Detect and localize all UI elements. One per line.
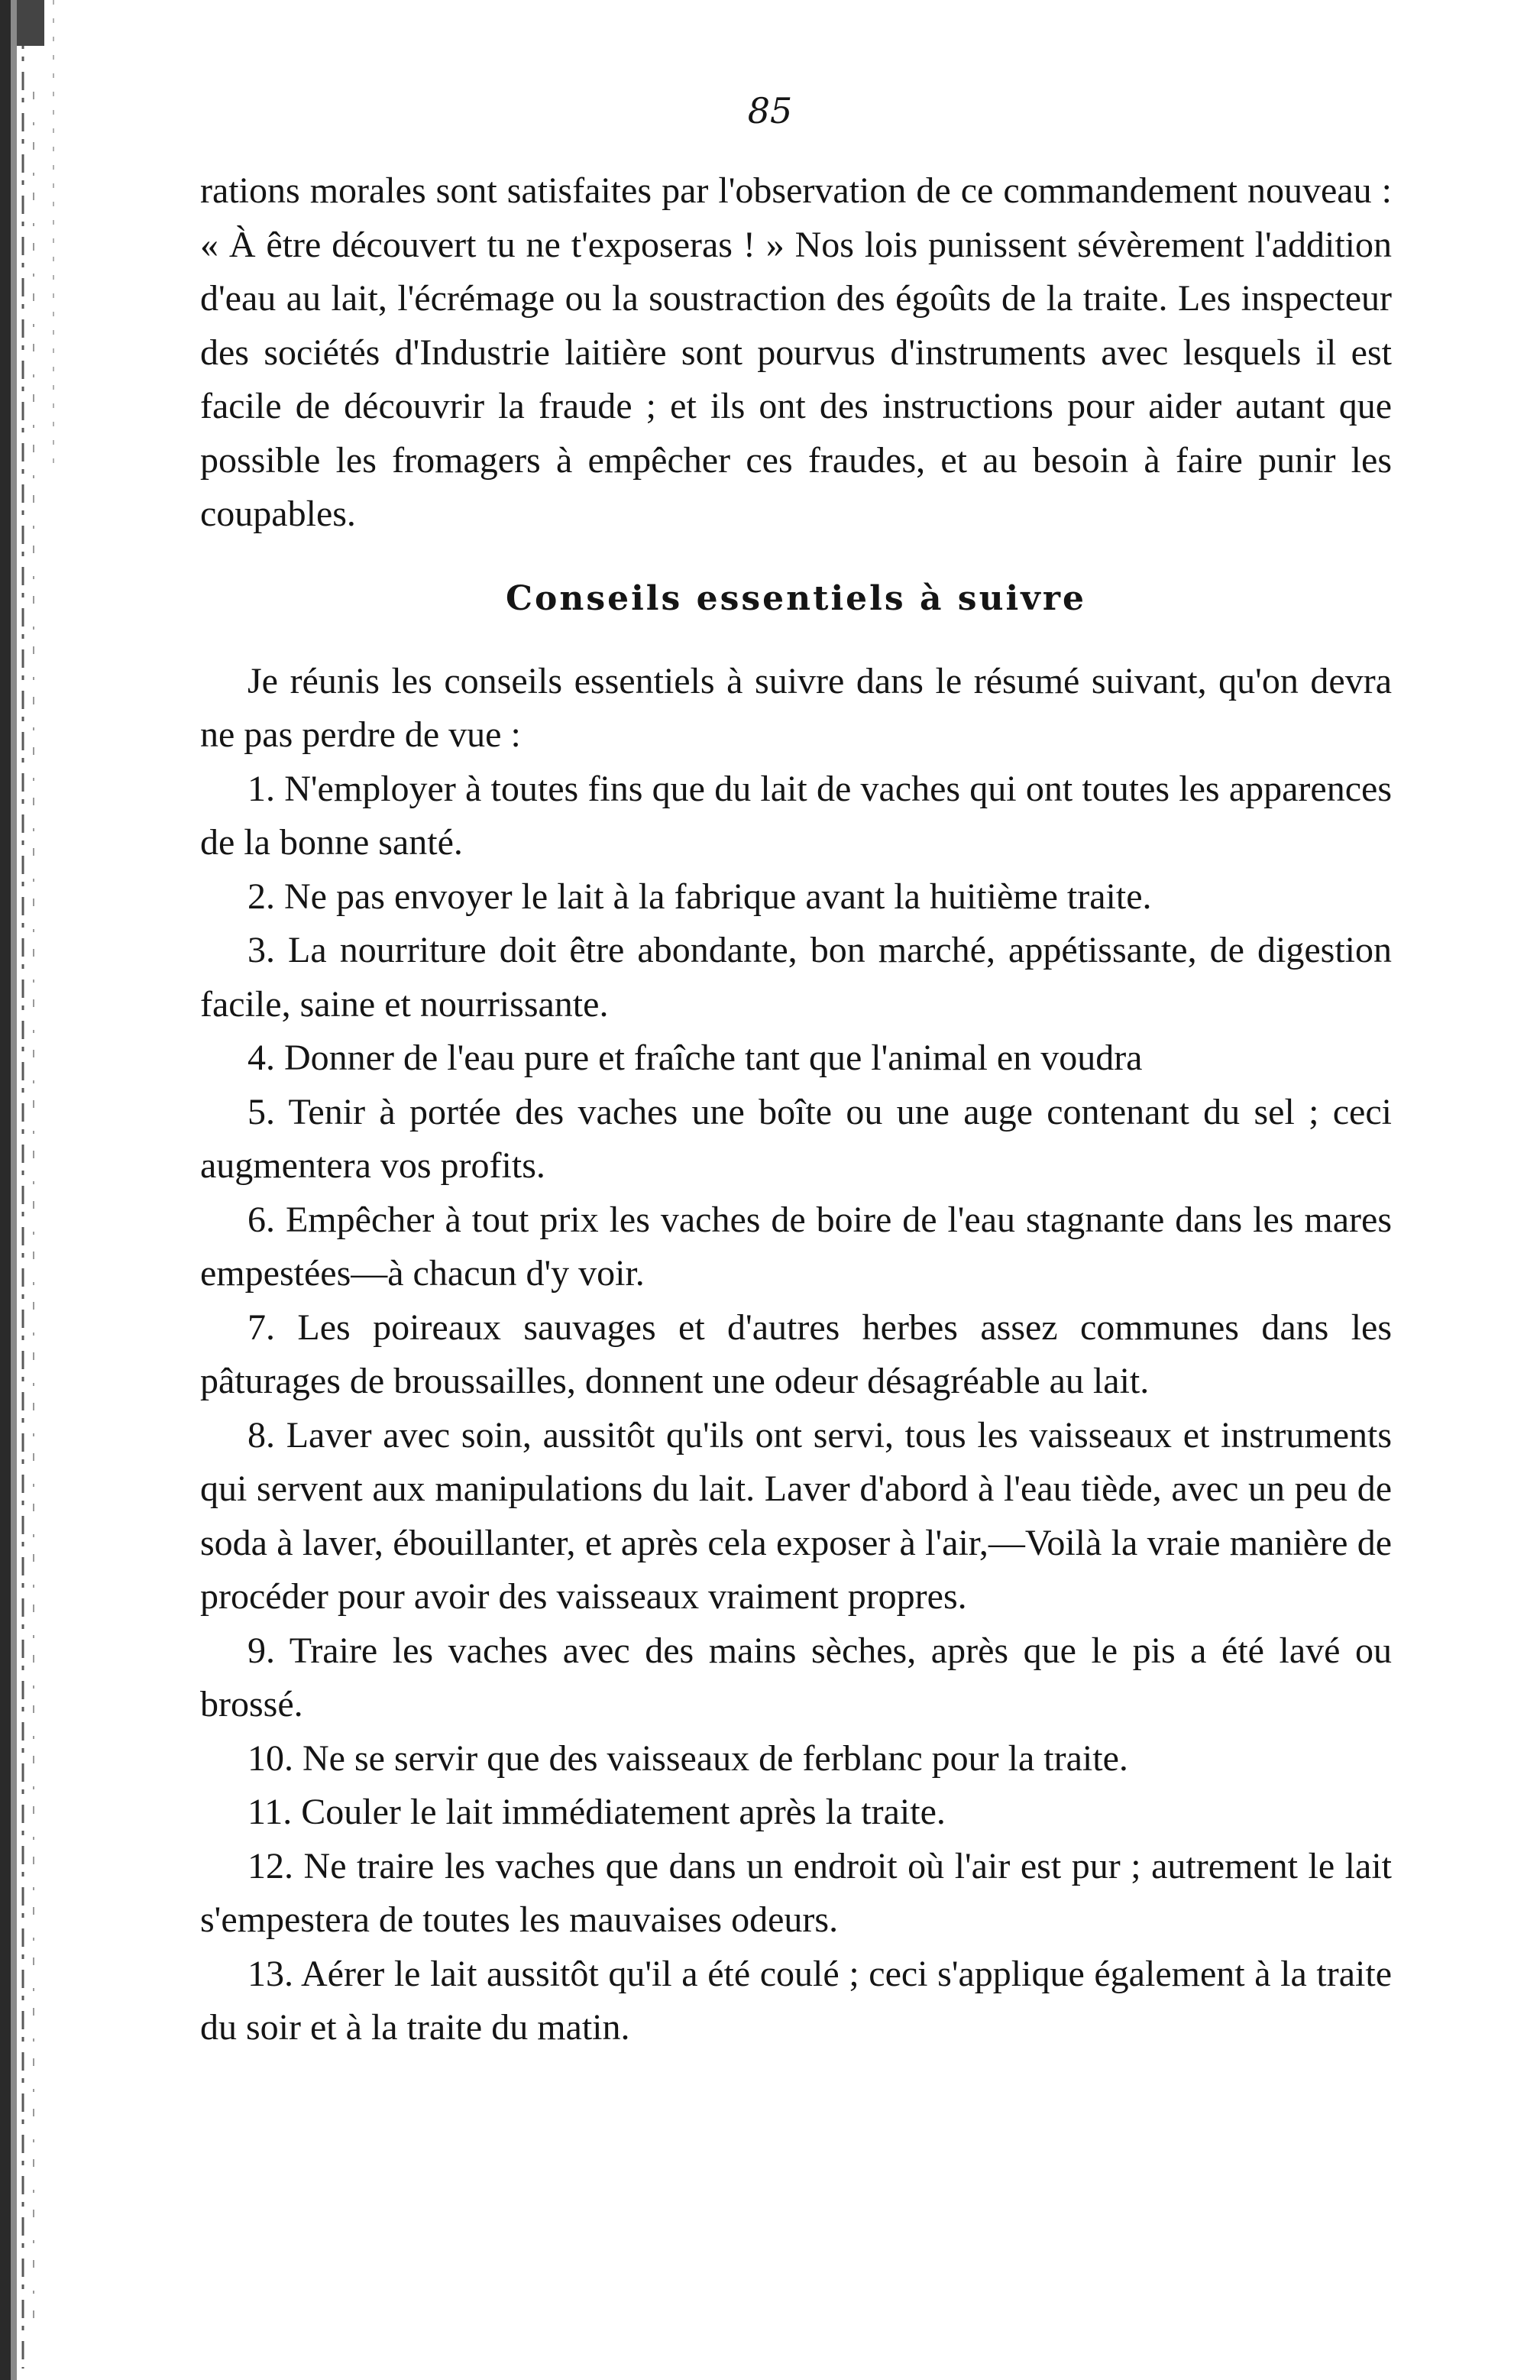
list-item <box>200 1409 1392 1624</box>
item-text: Ne se servir que des vaisseaux de ferblanc pour la traite. <box>302 1737 1128 1779</box>
section-heading: Conseils essentiels à suivre <box>505 578 1087 618</box>
advice-list <box>200 763 1392 2055</box>
list-item <box>200 1031 1392 1086</box>
page-number: 85 <box>747 90 793 131</box>
list-item <box>200 1624 1392 1732</box>
list-item <box>200 763 1392 870</box>
item-number: 8. <box>247 1414 275 1456</box>
item-text: Empêcher à tout prix les vaches de boire de l'eau stagnante dans les mares empestées—à chacun d'y voir. <box>200 1199 1393 1294</box>
item-number: 1. <box>247 768 275 809</box>
item-number: 10. <box>247 1737 293 1779</box>
item-text: Ne traire les vaches que dans un endroit où l'air est pur ; autrement le lait s'empestera de toutes les mauvaises odeurs. <box>200 1845 1392 1940</box>
opening-paragraph: rations morales sont satisfaites par l'observation de ce commandement nouveau : « À être découvert tu ne t'exposeras ! » Nos lois punissent sévèrement l'addition d'eau au lait, l'écrémage ou la soustraction des égoûts de la traite. Les inspecteur des sociétés d'Industrie laitière sont pourvus d'instruments avec lesquels il est facile de découvrir la fraude ; et ils ont des instructions pour aider autant que possible les fromagers à empêcher ces fraudes, et au besoin à faire punir les coupables. <box>200 170 1392 534</box>
item-number: 2. <box>247 876 275 917</box>
item-number: 12. <box>247 1845 293 1886</box>
item-text: Aérer le lait aussitôt qu'il a été coulé ; ceci s'applique également à la traite du soir et à la traite du matin. <box>200 1953 1392 2048</box>
item-text: Donner de l'eau pure et fraîche tant que l'animal en voudra <box>284 1038 1143 1078</box>
item-text: Traire les vaches avec des mains sèches, après que le pis a été lavé ou brossé. <box>200 1630 1393 1724</box>
item-text: N'employer à toutes fins que du lait de vaches qui ont toutes les apparences de la bonne santé. <box>200 768 1393 863</box>
item-text: Laver avec soin, aussitôt qu'ils ont servi, tous les vaisseaux et instruments qui servent aux manipulations du lait. Laver d'abord à l'eau tiède, avec un peu de soda à laver, ébouillanter, et après cela exposer à l'air,—Voilà la vraie manière de procéder pour avoir des vaisseaux vraiment propres. <box>200 1414 1393 1617</box>
intro-paragraph: Je réunis les conseils essentiels à suivre dans le résumé suivant, qu'on devra ne pas perdre de vue : <box>200 660 1392 755</box>
item-number: 13. <box>247 1953 293 1994</box>
item-number: 5. <box>247 1091 275 1132</box>
list-item <box>200 1732 1392 1786</box>
item-text: La nourriture doit être abondante, bon marché, appétissante, de digestion facile, saine et nourrissante. <box>200 930 1392 1025</box>
item-number: 4. <box>247 1038 275 1078</box>
item-number: 11. <box>247 1792 293 1832</box>
item-text: Ne pas envoyer le lait à la fabrique avant la huitième traite. <box>284 876 1152 917</box>
item-text: Les poireaux sauvages et d'autres herbes assez communes dans les pâturages de broussailles, donnent une odeur désagréable au lait. <box>200 1307 1393 1401</box>
list-item <box>200 1948 1392 2055</box>
list-item <box>200 1086 1392 1193</box>
binding-edge <box>0 0 84 2380</box>
item-text: Tenir à portée des vaches une boîte ou une auge contenant du sel ; ceci augmentera vos profits. <box>200 1091 1392 1186</box>
list-item <box>200 924 1392 1031</box>
item-text: Couler le lait immédiatement après la traite. <box>301 1792 946 1832</box>
item-number: 6. <box>247 1199 275 1240</box>
list-item <box>200 1786 1392 1840</box>
item-number: 7. <box>247 1307 275 1348</box>
list-item <box>200 1193 1392 1301</box>
item-number: 3. <box>247 930 275 970</box>
list-item <box>200 870 1392 924</box>
list-item <box>200 1840 1392 1948</box>
item-number: 9. <box>247 1630 275 1671</box>
list-item <box>200 1301 1392 1409</box>
text-body <box>200 164 1392 2055</box>
